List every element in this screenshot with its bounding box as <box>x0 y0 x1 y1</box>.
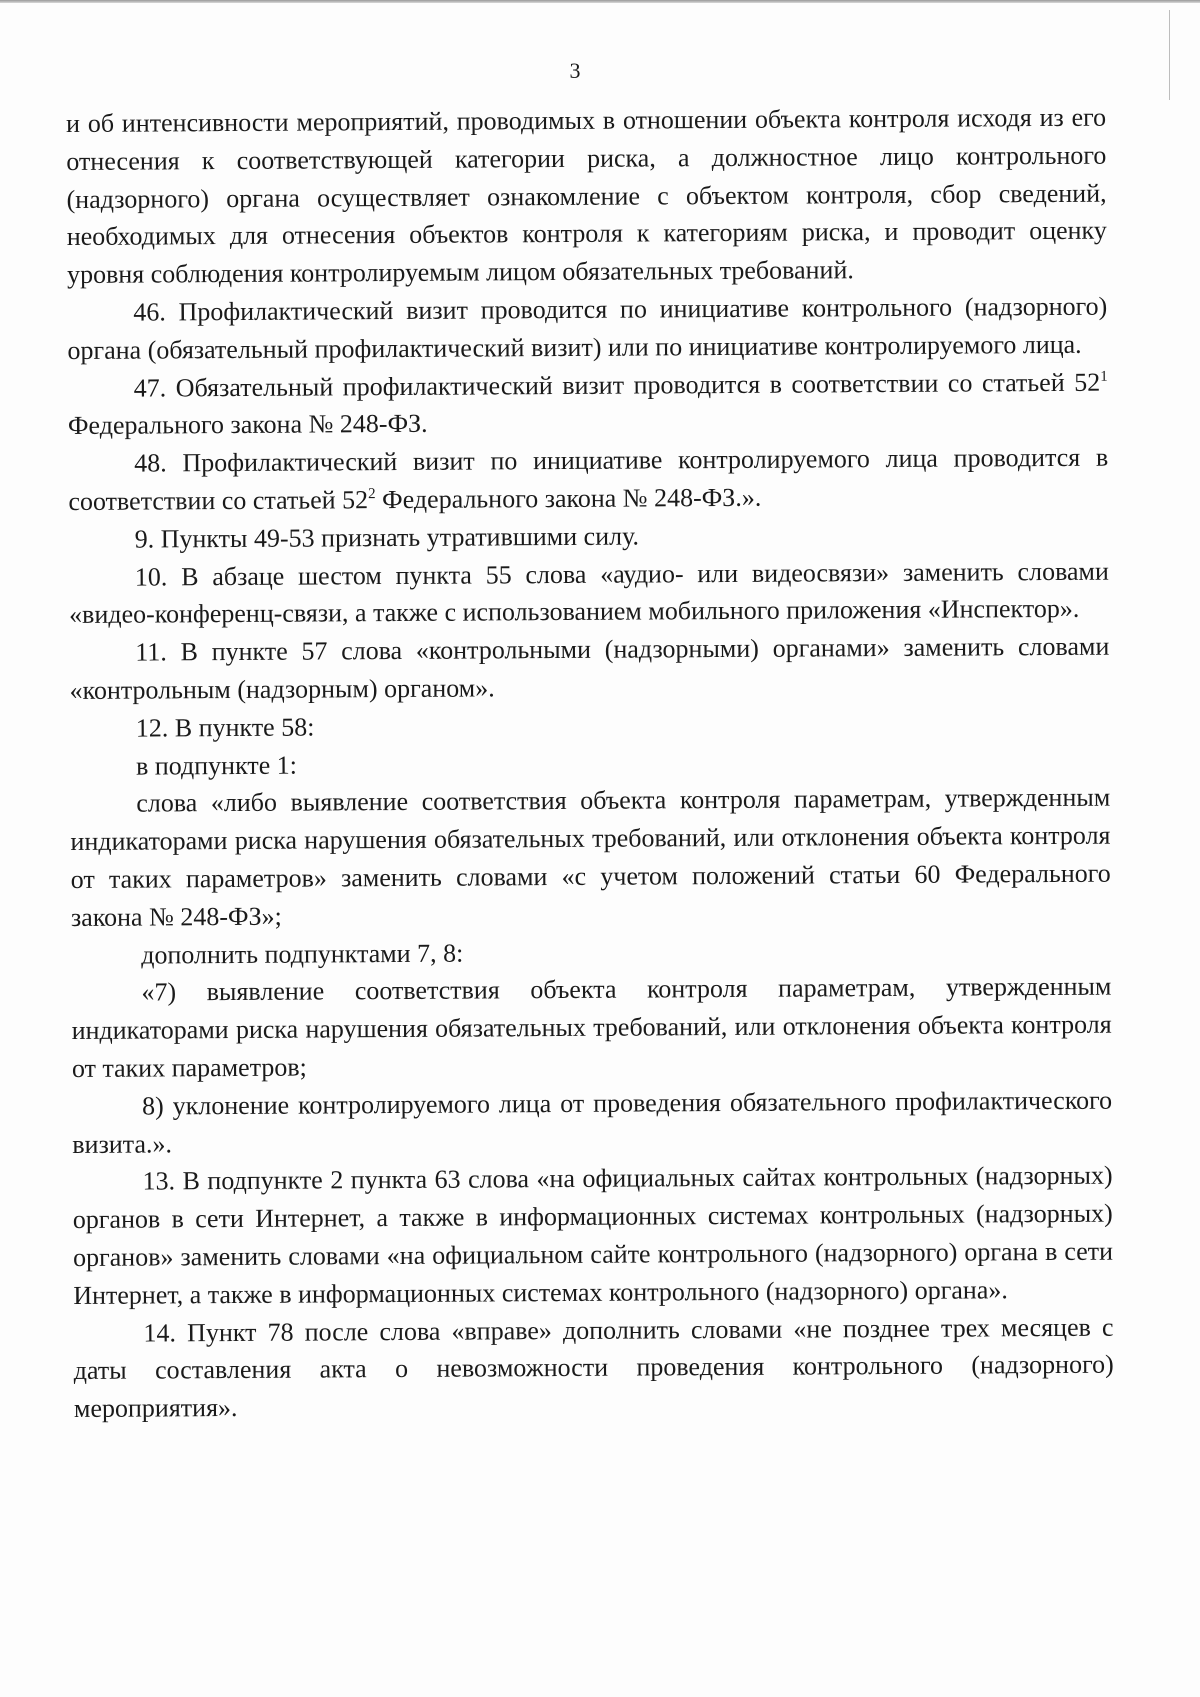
paragraph-47 <box>68 363 1108 445</box>
subparagraph-8: 8) уклонение контролируемого лица от проведения обязательного профилактического визита.». <box>72 1085 1113 1159</box>
paragraph-48-text-end: Федерального закона № 248-ФЗ.». <box>375 482 762 515</box>
paragraph-47-text: 47. Обязательный профилактический визит проводится в соответствии со статьей 52 <box>133 367 1101 403</box>
paragraph-continuation: и об интенсивности мероприятий, проводимых в отношении объекта контроля исходя из его отнесения к соответствующей категории риска, а должностное лицо контрольного (надзорного) органа осуществляет ознакомление с объектом контроля, сбор сведений, необходимых для отнесения объектов контроля к категориям риска, и проводит оценку уровня соблюдения контролируемым лицом обязательных требований. <box>66 102 1107 290</box>
paragraph-47-text-end: Федерального закона № 248-ФЗ. <box>67 409 428 441</box>
document-body <box>66 99 1114 1428</box>
subparagraph-1-heading: в подпункте 1: <box>135 750 298 781</box>
paragraph-14: 14. Пункт 78 после слова «вправе» дополнить словами «не позднее трех месяцев с даты составления акта о невозможности проведения контрольного (надзорного) мероприятия». <box>73 1312 1114 1424</box>
paragraph-48-text: 48. Профилактический визит по инициативе контролируемого лица проводится в соответствии со статьей 52 <box>68 442 1109 516</box>
scan-edge-mark <box>1169 10 1170 100</box>
paragraph-48 <box>68 439 1108 521</box>
scan-top-edge <box>0 0 1200 3</box>
subparagraph-7: «7) выявление соответствия объекта контроля параметрам, утвержденным индикаторами риска нарушения обязательных требований, или отклонения объекта контроля от таких параметров; <box>71 971 1112 1083</box>
superscript: 1 <box>1100 368 1108 385</box>
paragraph-11: 11. В пункте 57 слова «контрольными (надзорными) органами» заменить словами «контрольным (надзорным) органом». <box>69 631 1110 705</box>
paragraph-9: 9. Пункты 49-53 признать утратившими силу. <box>134 521 640 554</box>
subparagraph-1-words: слова «либо выявление соответствия объекта контроля параметрам, утвержденным индикаторами риска нарушения обязательных требований, или отклонения объекта контроля от таких параметров» заменить словами «с учетом положений статьи 60 Федерального закона № 248-ФЗ»; <box>70 782 1111 932</box>
paragraph-46: 46. Профилактический визит проводится по инициативе контрольного (надзорного) органа (обязательный профилактический визит) или по инициативе контролируемого лица. <box>67 291 1108 365</box>
paragraph-13: 13. В подпункте 2 пункта 63 слова «на официальных сайтах контрольных (надзорных) органов в сети Интернет, а также в информационных системах контрольных (надзорных) органов» заменить словами «на официальном сайте контрольного (надзорного) органа в сети Интернет, а также в информационных системах контрольного (надзорного) органа». <box>72 1160 1114 1310</box>
superscript: 2 <box>368 486 376 503</box>
paragraph-12: 12. В пункте 58: <box>135 712 315 743</box>
add-subparagraphs-heading: дополнить подпунктами 7, 8: <box>141 938 464 970</box>
page-number: 3 <box>569 58 581 83</box>
paragraph-10: 10. В абзаце шестом пункта 55 слова «аудио- или видеосвязи» заменить словами «видео-конференц-связи, а также с использованием мобильного приложения «Инспектор». <box>69 556 1109 630</box>
